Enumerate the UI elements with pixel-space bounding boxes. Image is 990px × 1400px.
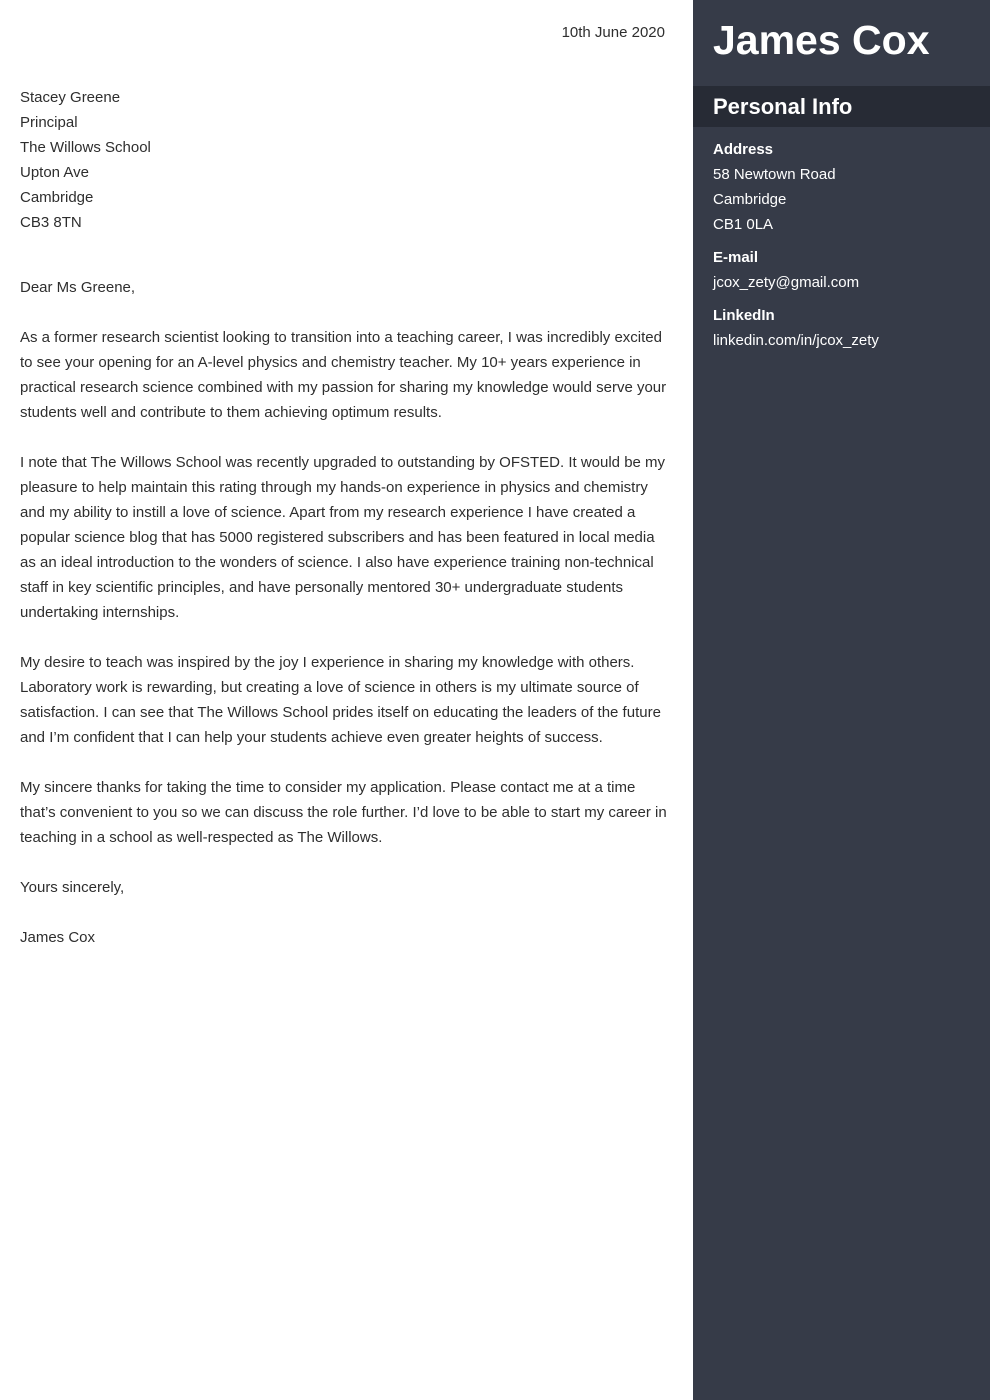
address-label: Address bbox=[713, 141, 774, 158]
section-title: Personal Info bbox=[713, 94, 853, 119]
email-value[interactable]: jcox_zety@gmail.com bbox=[713, 274, 860, 291]
recipient-street: Upton Ave bbox=[20, 164, 89, 181]
body-paragraph: My desire to teach was inspired by the joy I experience in sharing my knowledge with others. Laboratory work is rewarding, but creating a love of science in others is my ultimate source of satisfaction. I can see that The Willows School prides itself on educating the leaders of the future and I’m confident that I can help your students achieve even greater heights of success. bbox=[20, 654, 661, 746]
recipient-name: Stacey Greene bbox=[20, 89, 121, 106]
body-paragraph: I note that The Willows School was recently upgraded to outstanding by OFSTED. It would be my pleasure to help maintain this rating through my hands-on experience in physics and chemistry and my ability to instill a love of science. Apart from my research experience I have created a popular science blog that has 5000 registered subscribers and has been featured in local media as an ideal introduction to the wonders of science. I also have experience training non-technical staff in key scientific principles, and have personally mentored 30+ undergraduate students undertaking internships. bbox=[20, 454, 666, 621]
linkedin-label: LinkedIn bbox=[713, 307, 775, 324]
letter-body bbox=[20, 275, 668, 975]
sidebar bbox=[693, 0, 990, 1400]
body-paragraph: As a former research scientist looking to transition into a teaching career, I was incredibly excited to see your opening for an A-level physics and chemistry teacher. My 10+ years experience in practical research science combined with my passion for sharing my knowledge would serve your students well and contribute to them achieving optimum results. bbox=[20, 329, 667, 421]
linkedin-value[interactable]: linkedin.com/in/jcox_zety bbox=[713, 332, 879, 349]
body-paragraph: My sincere thanks for taking the time to consider my application. Please contact me at a time that’s convenient to you so we can discuss the role further. I’d love to be able to start my career in teaching in a school as well-respected as The Willows. bbox=[20, 779, 667, 846]
recipient-school: The Willows School bbox=[20, 139, 151, 156]
email-group bbox=[713, 245, 978, 295]
address-line: Cambridge bbox=[713, 191, 787, 208]
personal-info-header bbox=[693, 86, 990, 127]
applicant-name: James Cox bbox=[713, 17, 930, 63]
personal-info bbox=[713, 137, 978, 361]
address-line: 58 Newtown Road bbox=[713, 166, 836, 183]
recipient-city: Cambridge bbox=[20, 189, 94, 206]
closing: Yours sincerely, bbox=[20, 879, 125, 896]
letter-date: 10th June 2020 bbox=[561, 24, 665, 41]
recipient-block bbox=[20, 85, 665, 235]
salutation: Dear Ms Greene, bbox=[20, 279, 136, 296]
address-group bbox=[713, 137, 978, 237]
signature: James Cox bbox=[20, 929, 96, 946]
recipient-postcode: CB3 8TN bbox=[20, 214, 82, 231]
recipient-title: Principal bbox=[20, 114, 78, 131]
linkedin-group bbox=[713, 303, 978, 353]
email-label: E-mail bbox=[713, 249, 759, 266]
address-line: CB1 0LA bbox=[713, 216, 774, 233]
